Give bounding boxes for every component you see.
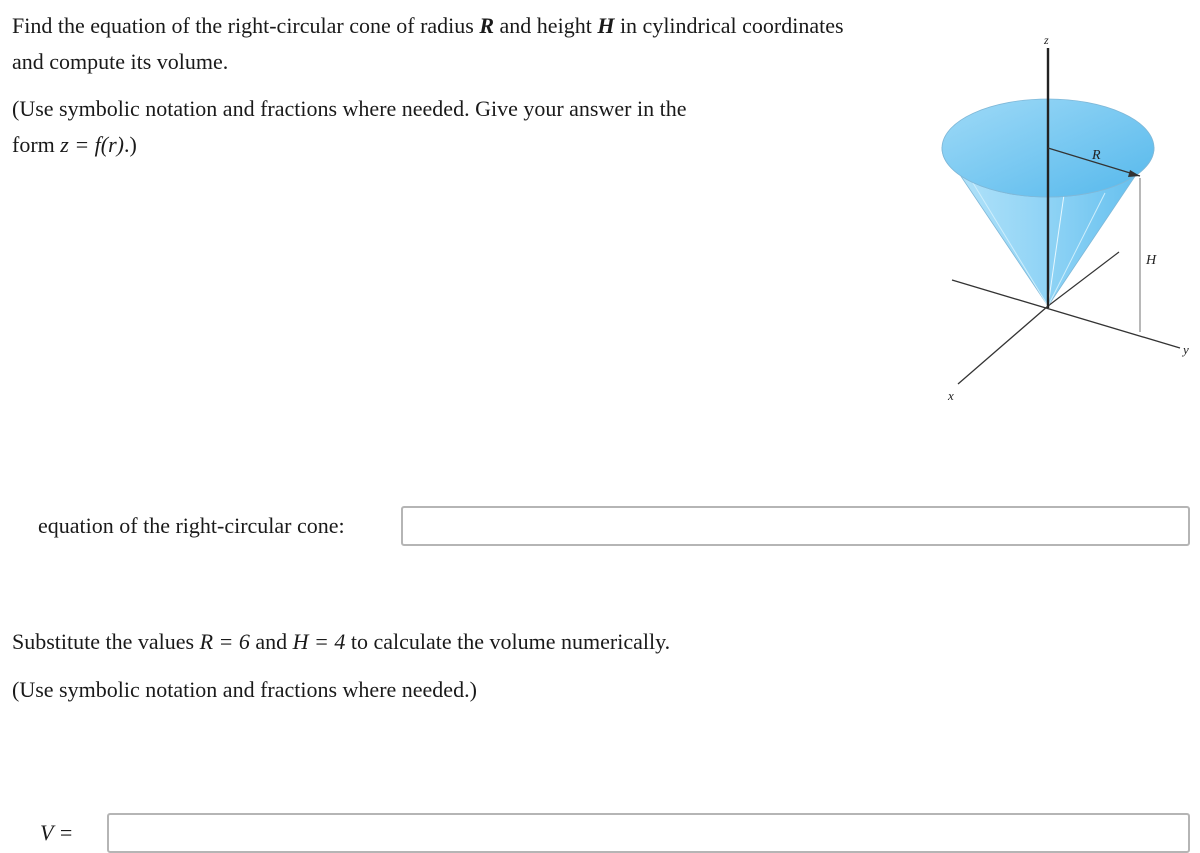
z-axis-label: z (1044, 33, 1049, 47)
height-label: H (1146, 253, 1157, 268)
volume-label-text: V = (40, 820, 74, 845)
variable-H: H (597, 13, 615, 38)
radius-label: R (1092, 148, 1101, 163)
problem-text-part: in cylindrical coordinates and compute its volume. (12, 13, 844, 74)
part2-R-value: R = 6 (199, 629, 250, 654)
hint-text: .) (124, 132, 137, 157)
y-axis (952, 280, 1180, 348)
part2-text-part: to calculate the volume numerically. (345, 629, 671, 654)
problem-text-part: and height (494, 13, 598, 38)
problem-statement (12, 8, 872, 163)
part2-text-part: Substitute the values (12, 629, 200, 654)
part2-hint: (Use symbolic notation and fractions where needed.) (12, 677, 477, 702)
part2-H-value: H = 4 (292, 629, 346, 654)
part2-statement (12, 624, 1012, 708)
cone-figure (930, 28, 1200, 408)
x-axis (958, 306, 1048, 384)
problem-text (12, 8, 872, 80)
volume-answer-input[interactable] (107, 813, 1190, 853)
part2-text (12, 624, 1012, 660)
variable-R: R (479, 13, 495, 38)
hint-text: (Use symbolic notation and fractions where needed. Give your answer in the (12, 96, 687, 121)
problem-text-part: Find the equation of the right-circular cone of radius (12, 13, 480, 38)
hint-text: form (12, 132, 61, 157)
equation-answer-input[interactable] (401, 506, 1190, 546)
x-axis-label: x (948, 388, 954, 403)
equation-label: equation of the right-circular cone: (38, 513, 345, 538)
hint-math: z = f(r) (60, 132, 124, 157)
y-axis-label: y (1183, 342, 1189, 357)
problem-hint (12, 91, 872, 163)
part2-text-part: and (249, 629, 293, 654)
